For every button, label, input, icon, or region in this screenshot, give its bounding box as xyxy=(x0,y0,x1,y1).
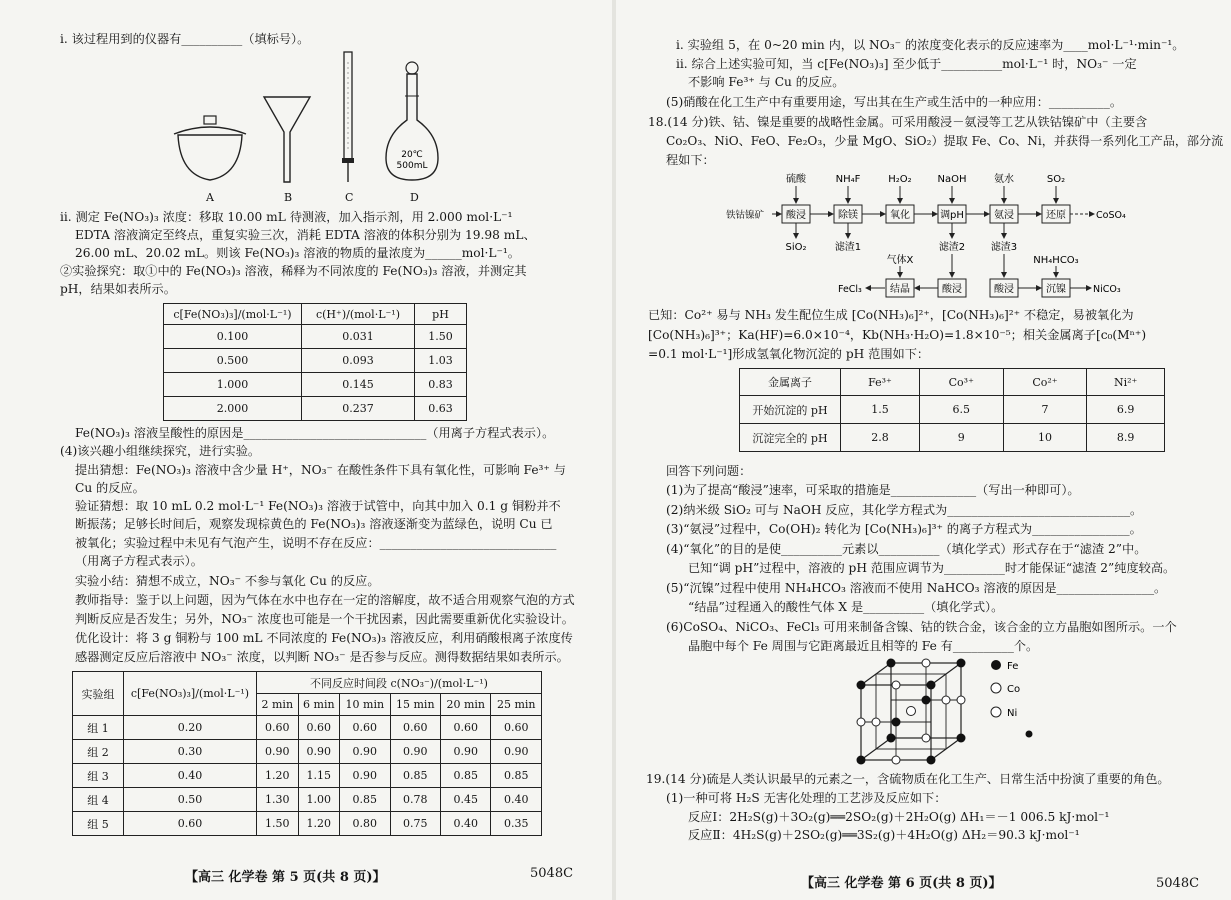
text-line: pH，结果如表所示。 xyxy=(60,282,176,296)
table-header: c[Fe(NO₃)₃]/(mol·L⁻¹) xyxy=(164,304,302,325)
step-box: 酸浸 xyxy=(994,284,1014,295)
text-line: (5)硝酸在化工生产中有重要用途，写出其在生产或生活中的一种应用：__________。 xyxy=(666,95,1123,109)
table-header: c[Fe(NO₃)₃]/(mol·L⁻¹) xyxy=(124,672,257,716)
process-flowchart xyxy=(726,170,1136,300)
table-header: Co²⁺ xyxy=(1003,369,1087,396)
flask-label: 500mL xyxy=(396,161,428,171)
byproduct-label: 滤渣3 xyxy=(990,242,1018,253)
flask-label: 20℃ xyxy=(401,150,423,160)
right-page xyxy=(616,0,1231,900)
text-line: ⅱ. 综合上述实验可知，当 c[Fe(NO₃)₃] 至少低于__________mol·L⁻¹ 时，NO₃⁻ 一定 xyxy=(676,57,1137,71)
text-line: Cu 的反应。 xyxy=(75,481,145,495)
step-box: 氧化 xyxy=(890,210,910,221)
table-header: Ni²⁺ xyxy=(1087,369,1165,396)
start-label: 铁钴镍矿 xyxy=(726,210,765,221)
reagent-label: NH₄HCO₃ xyxy=(1033,255,1079,266)
table-header: 金属离子 xyxy=(740,369,841,396)
byproduct-label: 滤渣2 xyxy=(938,242,966,253)
ni-atom-icon xyxy=(991,707,1001,717)
reagent-label: SO₂ xyxy=(1046,174,1066,185)
page-footer: 【高三 化学卷 第 5 页(共 8 页)】 xyxy=(185,870,386,885)
table-header: Co³⁺ xyxy=(919,369,1003,396)
text-line: ⅰ. 实验组 5，在 0~20 min 内，以 NO₃⁻ 的浓度变化表示的反应速率为____mol·L⁻¹·min⁻¹。 xyxy=(676,38,1185,52)
text-line: (4)该兴趣小组继续探究，进行实验。 xyxy=(60,444,261,458)
table-row: 0.100 0.031 1.50 xyxy=(164,325,467,349)
text-line: (6)CoSO₄、NiCO₃、FeCl₃ 可用来制备含镍、钴的铁合金，该合金的立方晶胞如图所示。一个 xyxy=(666,620,1177,634)
reagent-label: 硫酸 xyxy=(786,174,806,185)
page-code: 5048C xyxy=(530,866,574,881)
gas-label: 气体X xyxy=(886,255,914,266)
table-row: 0.500 0.093 1.03 xyxy=(164,349,467,373)
product-label: NiCO₃ xyxy=(1093,284,1121,295)
legend-label: Co xyxy=(1007,684,1021,695)
text-line: 19.(14 分)硫是人类认识最早的元素之一，含硫物质在化工生产、日常生活中扮演了重要的角色。 xyxy=(646,772,1170,786)
table-row: 组 1 0.20 0.60 0.60 0.60 0.60 0.60 0.60 xyxy=(73,716,542,740)
product-label: FeCl₃ xyxy=(838,284,862,295)
crystal-cell-figure xyxy=(851,655,1041,767)
apparatus-label: A xyxy=(206,191,214,204)
ph-table xyxy=(163,303,467,421)
step-box: 氨浸 xyxy=(994,210,1014,221)
metal-ion-table xyxy=(739,368,1165,452)
table-header: c(H⁺)/(mol·L⁻¹) xyxy=(302,304,415,325)
reagent-label: NaOH xyxy=(937,174,967,185)
reagent-label: NH₄F xyxy=(835,174,861,185)
table-header: 不同反应时间段 c(NO₃⁻)/(mol·L⁻¹) xyxy=(257,672,542,694)
text-line: (1)一种可将 H₂S 无害化处理的工艺涉及反应如下： xyxy=(666,791,947,805)
step-box: 结晶 xyxy=(890,284,910,295)
product-label: CoSO₄ xyxy=(1096,210,1126,221)
table-row: 1.000 0.145 0.83 xyxy=(164,373,467,397)
legend-label: Ni xyxy=(1007,708,1018,719)
left-page xyxy=(0,0,612,900)
text-line: 反应Ⅱ：4H₂S(g)＋2SO₂(g)══3S₂(g)＋4H₂O(g) ΔH₂＝90.3 kJ·mol⁻¹ xyxy=(688,828,1080,842)
text-line: (5)“沉镍”过程中使用 NH₄HCO₃ 溶液而不使用 NaHCO₃ 溶液的原因是________________。 xyxy=(666,581,1167,595)
apparatus-figure xyxy=(160,50,460,190)
text-line: (2)纳米级 SiO₂ 可与 NaOH 反应，其化学方程式为______________________________。 xyxy=(666,503,1143,517)
table-row: 组 5 0.60 1.50 1.20 0.80 0.75 0.40 0.35 xyxy=(73,812,542,836)
volumetric-flask-icon xyxy=(386,62,438,180)
text-line: “结晶”过程通入的酸性气体 X 是__________（填化学式）。 xyxy=(688,600,1004,614)
page-code: 5048C xyxy=(1156,876,1200,891)
reagent-label: H₂O₂ xyxy=(888,174,912,185)
byproduct-label: SiO₂ xyxy=(785,242,807,253)
text-line: 断振荡；足够长时间后，观察发现棕黄色的 Fe(NO₃)₃ 溶液逐渐变为蓝绿色，说明 Cu 已 xyxy=(75,517,553,531)
apparatus-label: B xyxy=(284,191,293,204)
text-line: [Co(NH₃)₆]³⁺；Ka(HF)=6.0×10⁻⁴，Kb(NH₃·H₂O)=1.8×10⁻⁵；相关金属离子[c₀(Mⁿ⁺) xyxy=(648,328,1147,342)
step-box: 调pH xyxy=(940,210,964,221)
text-line: 实验小结：猜想不成立，NO₃⁻ 不参与氧化 Cu 的反应。 xyxy=(75,574,380,588)
step-box: 还原 xyxy=(1046,210,1066,221)
crucible-icon xyxy=(174,116,246,180)
text-line: EDTA 溶液滴定至终点，重复实验三次，消耗 EDTA 溶液的体积分别为 19.98 mL、 xyxy=(75,228,536,242)
text-line: 教师指导：鉴于以上问题，因为气体在水中也存在一定的溶解度，故不适合用观察气泡的方式 xyxy=(75,593,575,607)
text-line: 反应Ⅰ：2H₂S(g)＋3O₂(g)══2SO₂(g)＋2H₂O(g) ΔH₁＝－1 006.5 kJ·mol⁻¹ xyxy=(688,810,1110,824)
text-line: 晶胞中每个 Fe 周围与它距离最近且相等的 Fe 有__________个。 xyxy=(688,639,1039,653)
text-line: （用离子方程式表示）。 xyxy=(75,554,203,568)
text-line: Fe(NO₃)₃ 溶液呈酸性的原因是______________________________（用离子方程式表示）。 xyxy=(75,426,555,440)
text-line: 18.(14 分)铁、钴、镍是重要的战略性金属。可采用酸浸－氨浸等工艺从铁钴镍矿中（主要含 xyxy=(648,115,1148,129)
table-row: 组 2 0.30 0.90 0.90 0.90 0.90 0.90 0.90 xyxy=(73,740,542,764)
text-line: 优化设计：将 3 g 铜粉与 100 mL 不同浓度的 Fe(NO₃)₃ 溶液反应，利用硝酸根离子浓度传 xyxy=(75,631,573,645)
legend-label: Fe xyxy=(1007,661,1019,672)
text-line: 已知“调 pH”过程中，溶液的 pH 范围应调节为__________时才能保证“滤渣 2”纯度较高。 xyxy=(688,561,1176,575)
burette-icon xyxy=(342,52,354,182)
text-line: 已知：Co²⁺ 易与 NH₃ 发生配位生成 [Co(NH₃)₆]²⁺，[Co(NH₃)₆]²⁺ 不稳定，易被氧化为 xyxy=(648,308,1134,322)
table-row: 2.000 0.237 0.63 xyxy=(164,397,467,421)
text-line: (1)为了提高“酸浸”速率，可采取的措施是______________（写出一种即可）。 xyxy=(666,483,1080,497)
step-box: 除镁 xyxy=(838,210,858,221)
text-line: 程如下： xyxy=(666,153,715,167)
text-line: 提出猜想：Fe(NO₃)₃ 溶液中含少量 H⁺，NO₃⁻ 在酸性条件下具有氧化性，可影响 Fe³⁺ 与 xyxy=(75,463,566,477)
table-row: 开始沉淀的 pH 1.5 6.5 7 6.9 xyxy=(740,396,1165,424)
text-line: 感器测定反应后溶液中 NO₃⁻ 浓度，以判断 NO₃⁻ 是否参与反应。测得数据结果如表所示。 xyxy=(75,650,569,664)
text-line: 被氧化；实验过程中未见有气泡产生，说明不存在反应：_____________________________ xyxy=(75,536,557,550)
table-header: 实验组 xyxy=(73,672,124,716)
no3-table: 实验组 c[Fe(NO₃)₃]/(mol·L⁻¹) 不同反应时间段 c(NO₃⁻)/(mol·L⁻¹) 2 min 6 min 10 min 15 min 20 min 25 min 组 1 0.20 0.60 0.60 0.60 0.60 0.60 0.60 组 2 0.30 0.90 0.90 0.90 0.90 0.90 0.90 组 3 0.40 1.20 1.15 0.90 0.85 0.85 0.85 组 4 0.50 1.30 1.00 0.85 0.78 0.45 0.40 组 5 0.60 1.50 1.20 0.80 0.75 0.40 0.35 xyxy=(72,671,542,836)
step-box: 酸浸 xyxy=(786,210,806,221)
table-header: Fe³⁺ xyxy=(841,369,920,396)
reagent-label: 氨水 xyxy=(994,174,1014,185)
text-line: Co₂O₃、NiO、FeO、Fe₂O₃，少量 MgO、SiO₂）提取 Fe、Co、Ni，并获得一系列化工产品，部分流 xyxy=(666,134,1224,148)
text-line: ⅱ. 测定 Fe(NO₃)₃ 浓度：移取 10.00 mL 待测液，加入指示剂，用 2.000 mol·L⁻¹ xyxy=(60,210,513,224)
table-row: 组 4 0.50 1.30 1.00 0.85 0.78 0.45 0.40 xyxy=(73,788,542,812)
text-line: (3)“氨浸”过程中，Co(OH)₂ 转化为 [Co(NH₃)₆]³⁺ 的离子方程式为________________。 xyxy=(666,522,1142,536)
byproduct-label: 滤渣1 xyxy=(834,242,862,253)
text-line: ②实验探究：取①中的 Fe(NO₃)₃ 溶液，稀释为不同浓度的 Fe(NO₃)₃ 溶液，并测定其 xyxy=(60,264,527,278)
table-row: 组 3 0.40 1.20 1.15 0.90 0.85 0.85 0.85 xyxy=(73,764,542,788)
co-atom-icon xyxy=(991,683,1001,693)
text-line: (4)“氧化”的目的是使__________元素以__________（填化学式）形式存在于“滤渣 2”中。 xyxy=(666,542,1147,556)
table-header: pH xyxy=(415,304,467,325)
funnel-icon xyxy=(264,97,310,182)
fe-atom-icon xyxy=(991,660,1001,670)
text-line: ⅰ. 该过程用到的仪器有__________（填标号）。 xyxy=(60,32,310,46)
step-box: 酸浸 xyxy=(942,284,962,295)
text-line: 26.00 mL、20.02 mL。则该 Fe(NO₃)₃ 溶液的物质的量浓度为______mol·L⁻¹。 xyxy=(75,246,520,260)
text-line: 不影响 Fe³⁺ 与 Cu 的反应。 xyxy=(688,75,845,89)
apparatus-label: D xyxy=(410,191,419,204)
text-line: =0.1 mol·L⁻¹]形成氢氧化物沉淀的 pH 范围如下： xyxy=(648,347,930,361)
table-row: 沉淀完全的 pH 2.8 9 10 8.9 xyxy=(740,424,1165,452)
text-line: 验证猜想：取 10 mL 0.2 mol·L⁻¹ Fe(NO₃)₃ 溶液于试管中，向其中加入 0.1 g 铜粉并不 xyxy=(75,499,561,513)
page-footer: 【高三 化学卷 第 6 页(共 8 页)】 xyxy=(801,876,1002,891)
text-line: 回答下列问题： xyxy=(666,464,752,478)
text-line: 判断反应是否发生；另外，NO₃⁻ 浓度也可能是一个干扰因素，因此需要重新优化实验设计。 xyxy=(75,612,574,626)
apparatus-label: C xyxy=(345,191,354,204)
step-box: 沉镍 xyxy=(1046,284,1066,295)
